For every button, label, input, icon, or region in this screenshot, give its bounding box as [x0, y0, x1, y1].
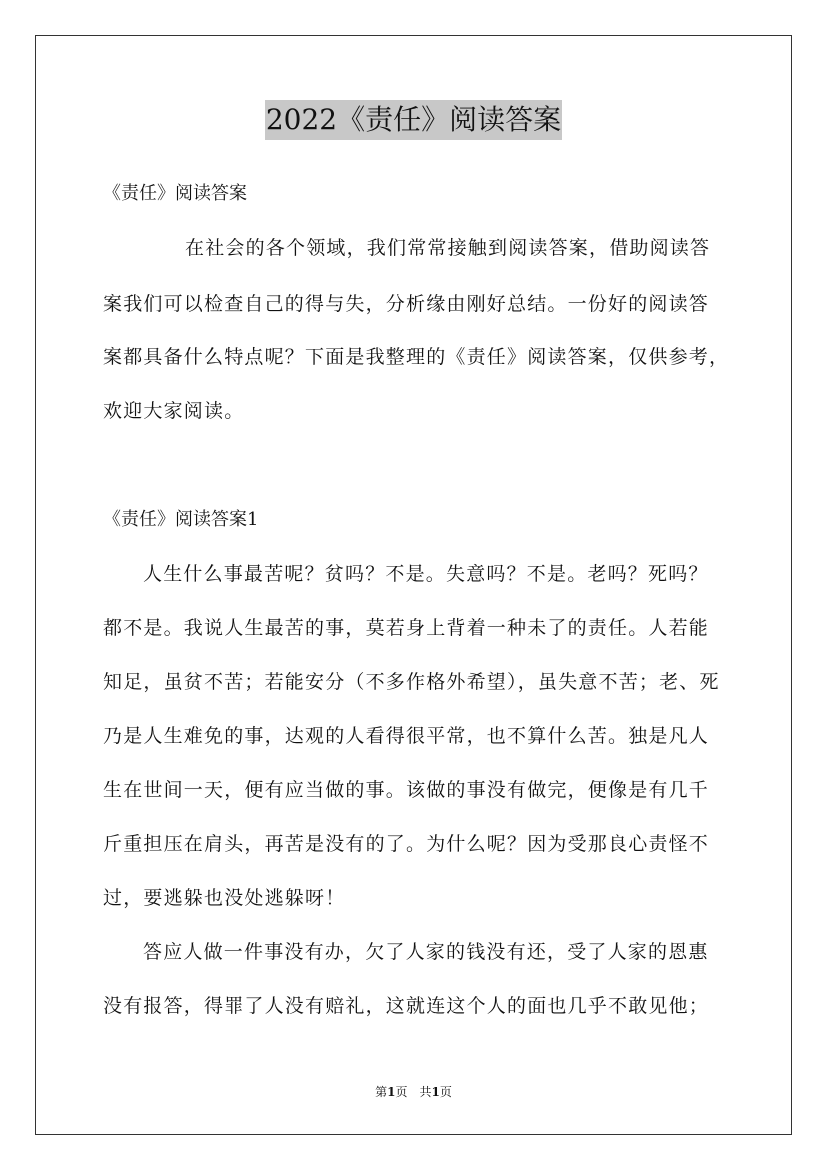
paragraph-line: 人生什么事最苦呢？贫吗？不是。失意吗？不是。老吗？死吗？	[143, 563, 709, 585]
footer-current-page: 1	[387, 1085, 396, 1099]
intro-line: 在社会的各个领域，我们常常接触到阅读答案，借助阅读答	[185, 237, 711, 259]
paragraph-line: 答应人做一件事没有办，欠了人家的钱没有还，受了人家的恩惠	[143, 941, 709, 963]
intro-heading: 《责任》阅读答案	[103, 183, 247, 204]
paragraph-line: 过，要逃躲也没处逃躲呀！	[103, 887, 346, 909]
paragraph-line: 斤重担压在肩头，再苦是没有的了。为什么呢？因为受那良心责怪不	[103, 833, 710, 855]
document-title: 2022《责任》阅读答案	[265, 100, 562, 140]
paragraph-line: 乃是人生难免的事，达观的人看得很平常，也不算什么苦。独是凡人	[103, 725, 710, 747]
intro-line: 案都具备什么特点呢？下面是我整理的《责任》阅读答案，仅供参考，	[103, 346, 730, 368]
footer-prefix: 第	[375, 1085, 388, 1099]
intro-line: 案我们可以检查自己的得与失，分析缘由刚好总结。一份好的阅读答	[103, 293, 710, 315]
paragraph-line: 生在世间一天，便有应当做的事。该做的事没有做完，便像是有几千	[103, 779, 710, 801]
title-container	[0, 100, 827, 140]
page-footer	[0, 1084, 827, 1100]
paragraph-line: 没有报答，得罪了人没有赔礼，这就连这个人的面也几乎不敢见他；	[103, 995, 710, 1017]
footer-suffix: 页	[439, 1085, 452, 1099]
paragraph-line: 知足，虽贫不苦；若能安分（不多作格外希望），虽失意不苦；老、死	[103, 671, 720, 693]
footer-mid: 页 共	[395, 1085, 432, 1099]
footer-total-pages: 1	[431, 1085, 440, 1099]
paragraph-line: 都不是。我说人生最苦的事，莫若身上背着一种未了的责任。人若能	[103, 617, 710, 639]
intro-line: 欢迎大家阅读。	[103, 400, 245, 422]
section-heading: 《责任》阅读答案1	[103, 509, 259, 530]
